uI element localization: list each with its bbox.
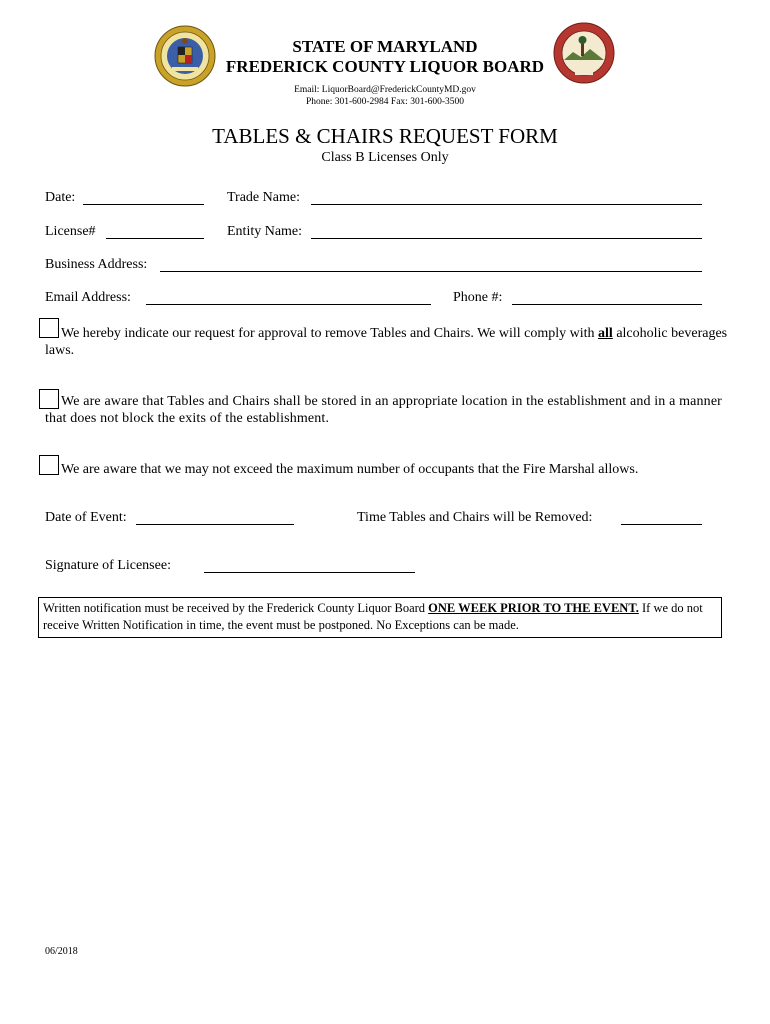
notice-box [38,597,722,638]
time-removed-field[interactable] [621,524,702,525]
business-address-field[interactable] [160,271,702,272]
date-label: Date: [45,190,76,205]
email-address-field[interactable] [146,304,431,305]
form-subtitle: Class B Licenses Only [321,150,449,165]
phone-field[interactable] [512,304,702,305]
revision-date: 06/2018 [45,946,78,957]
date-of-event-field[interactable] [136,524,294,525]
trade-name-label: Trade Name: [227,190,300,205]
statement-1-emphasis: all [598,326,613,341]
notice-emphasis: ONE WEEK PRIOR TO THE EVENT. [428,601,639,615]
board-heading: FREDERICK COUNTY LIQUOR BOARD [225,57,545,76]
entity-name-label: Entity Name: [227,224,303,239]
statement-1-text-b: alcoholic beverages laws. [45,326,728,358]
date-of-event-label: Date of Event: [45,510,127,525]
state-heading: STATE OF MARYLAND [292,37,478,56]
notice-text-b: If we do not receive Written Notification in time, the event must be postponed. No Exceptions can be made. [43,601,703,632]
email-address-label: Email Address: [45,290,131,305]
business-address-label: Business Address: [45,257,148,272]
statement-1 [45,325,735,359]
statement-1-text-a: We hereby indicate our request for approval to remove Tables and Chairs. We will comply with [61,326,599,341]
contact-email: Email: LiquorBoard@FrederickCountyMD.gov [294,85,476,95]
entity-name-field[interactable] [311,238,702,239]
license-field[interactable] [106,238,204,239]
notice-text-a: Written notification must be received by the Frederick County Liquor Board [43,601,429,615]
time-removed-label: Time Tables and Chairs will be Removed: [357,510,593,525]
trade-name-field[interactable] [311,204,702,205]
form-title: TABLES & CHAIRS REQUEST FORM [212,124,558,148]
license-label: License# [45,224,96,239]
statement-3: We are aware that we may not exceed the maximum number of occupants that the Fire Marshal allows. [61,462,639,477]
contact-phone: Phone: 301-600-2984 Fax: 301-600-3500 [305,97,465,107]
signature-label: Signature of Licensee: [45,558,171,573]
statement-2: We are aware that Tables and Chairs shall be stored in an appropriate location in the establishment and in a manner that does not block the exits of the establishment. [45,394,722,426]
date-field[interactable] [83,204,204,205]
signature-field[interactable] [204,572,415,573]
phone-label: Phone #: [453,290,503,305]
